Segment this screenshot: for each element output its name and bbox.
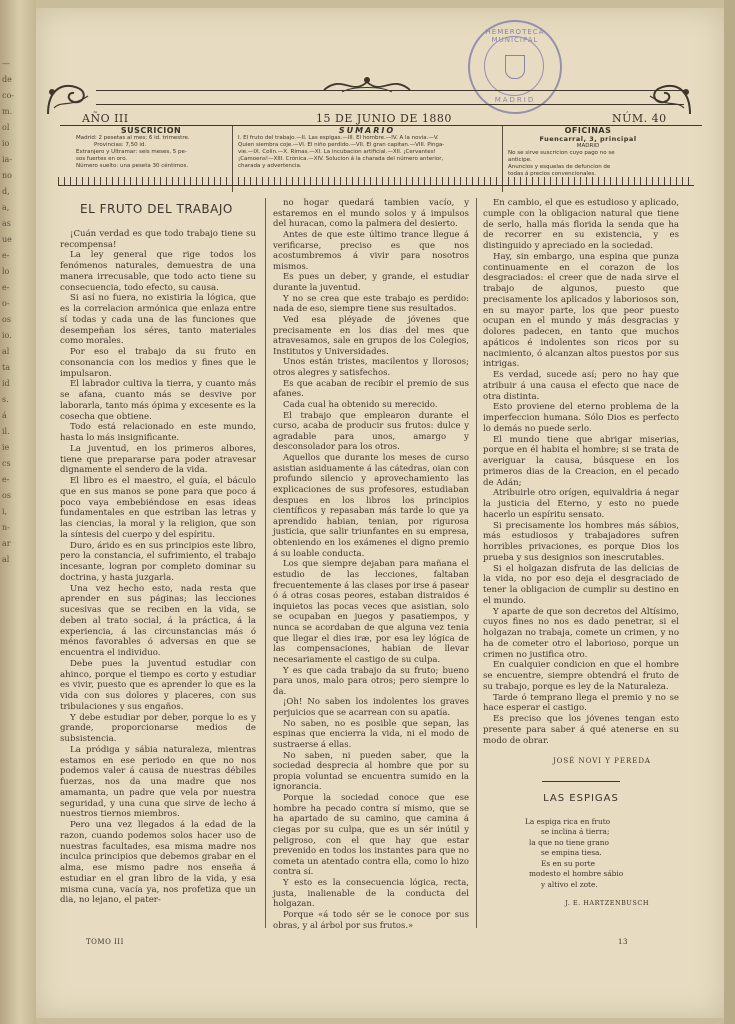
gutter-text-fragment: n-	[2, 523, 10, 532]
gutter-text-fragment: lo	[2, 267, 10, 276]
poem-line: la que no tiene grano	[529, 837, 609, 847]
article-paragraph: Esto proviene del eterno problema de la imperfeccion humana. Sólo Dios es perfecto lo demás no puede serlo.	[483, 402, 679, 434]
footer-volume: TOMO III	[86, 938, 124, 946]
article-paragraph: Por eso el trabajo da su fruto en consonancia con los medios y fines que le impulsaron.	[60, 347, 256, 379]
footer-page-number: 13	[618, 938, 628, 946]
column-3	[483, 198, 679, 909]
article-paragraph: Y debe estudiar por deber, porque lo es y grande, proporcionarse medios de subsistencia.	[60, 712, 256, 744]
issue-year: AÑO III	[82, 112, 129, 125]
issue-number: NÚM. 40	[612, 112, 667, 125]
gutter-text-fragment: ia-	[2, 155, 13, 164]
center-flourish-icon	[322, 72, 412, 98]
poem-title: LAS ESPIGAS	[543, 793, 619, 804]
column-divider	[265, 198, 266, 928]
oficinas-line: anticipe.	[508, 157, 532, 163]
article-paragraph: no hogar quedará tambien vacío, y estaremos en el mundo solos y á impulsos del huracan, como la palmera del desierto.	[273, 198, 469, 230]
column-1	[60, 198, 256, 906]
suscricion-line: Extranjero y Ultramar: seis meses, 5 pe-	[76, 149, 187, 155]
article-paragraph: Y aparte de que son decretos del Altísimo, cuyos fines no nos es dado penetrar, si el holgazan no trabaja, comete un crimen, y no ha de cometer otro el laborioso, porque un crimen no justifica otro.	[483, 606, 679, 660]
page-edge	[724, 0, 735, 1024]
gutter-text-fragment: m.	[2, 107, 13, 116]
article-paragraph: Y no se crea que este trabajo es perdido: nada de eso, siempre tiene sus resultados.	[273, 293, 469, 315]
poem-line: y altivo el zote.	[541, 879, 598, 889]
article-paragraph: No saben, ni pueden saber, que la sociedad desprecia al hombre que por su propia voluntad se encuentra sumido en la ignorancia.	[273, 750, 469, 793]
article-paragraph: ¡Cuán verdad es que todo trabajo tiene su recompensa!	[60, 228, 256, 250]
poem-line: Es en su porte	[541, 858, 595, 868]
article-paragraph: La ley general que rige todos los fenómenos naturales, demuestra de una manera irrecusable, que todo acto tiene su consecuencia, todo efecto, su causa.	[60, 250, 256, 293]
gutter-text-fragment: al	[2, 555, 10, 564]
gutter-text-fragment: e-	[2, 251, 10, 260]
article-paragraph: Duro, árido es en sus principios este libro, pero la constancia, el sufrimiento, el trabajo incesante, logran por completo dominar su doctrina, y hasta juzgarla.	[60, 540, 256, 583]
article-paragraph: El trabajo que emplearon durante el curso, acaba de producir sus frutos: dulce y agradable para unos, amargo y desconsolador para los otros.	[273, 410, 469, 453]
article-paragraph: Cada cual ha obtenido su merecido.	[283, 399, 438, 410]
stamp-text-bottom: MADRID	[494, 96, 536, 104]
poem-line: La espiga rica en fruto	[525, 816, 611, 826]
gutter-text-fragment: e-	[2, 475, 10, 484]
gutter-text-fragment: ie	[2, 443, 10, 452]
article-paragraph: Aquellos que durante los meses de curso asistian asiduamente á las cátedras, oian con profundo silencio y aprovechamiento las explicaciones de sus profesores, estudiaban despues en los libros los principios científicos y repasaban más tarde lo que ya aprendido habian, tenian, por rigurosa justicia, que salir triunfantes en su empresa, obteniendo en los exámenes el digno premio á su loable conducta.	[273, 453, 469, 559]
article-paragraph: La juventud, en los primeros albores, tiene que prepararse para poder atravesar dignamente el sendero de la vida.	[60, 443, 256, 476]
article-paragraph: Unos están tristes, macilentos y llorosos; otros alegres y satisfechos.	[273, 357, 469, 378]
article-paragraph: Y esto es la consecuencia lógica, recta, justa, inalienable de la conducta del holgazan.	[273, 878, 469, 910]
suscricion-line: sos fuertes en oro.	[76, 156, 128, 162]
article-paragraph: No saben, no es posible que sepan, las espinas que encierra la vida, ni el modo de sustraerse á ellas.	[273, 718, 469, 750]
article-paragraph: Y es que cada trabajo da su fruto; bueno para unos, malo para otros; pero siempre lo da.	[273, 665, 469, 697]
gutter-text-fragment: id	[2, 379, 10, 388]
article-paragraph: ¡Oh! No saben los indolentes los graves perjuicios que se acarrean con su apatía.	[273, 697, 469, 718]
gutter-text-fragment: ol	[2, 123, 10, 132]
gutter-text-fragment: d,	[2, 187, 10, 196]
oficinas-title: OFICINAS	[564, 126, 612, 135]
library-stamp	[468, 20, 562, 114]
gutter-text-fragment: a,	[2, 203, 10, 212]
column-divider	[476, 198, 477, 928]
gutter-text-fragment: no	[2, 171, 12, 180]
gutter-text-fragment: ar	[2, 539, 11, 548]
suscricion-line: Provincias: 7,50 id.	[94, 142, 147, 148]
article-paragraph: En cambio, el que es estudioso y aplicado, cumple con la obligacion natural que tiene de serlo, halla más florida la senda que ha de recorrer en su existencia, y es distinguido y apreciado en la sociedad.	[483, 198, 679, 251]
masthead-top-rule	[96, 90, 684, 91]
gutter-text-fragment: al	[2, 347, 10, 356]
sumario-line: Quien siembra coje.—VI. El niño perdido.—VII. El gran capitan.—VIII. Pinga-	[238, 142, 445, 148]
article-paragraph: Porque «á todo sér se le conoce por sus obras, y al árbol por sus frutos.»	[273, 909, 469, 931]
gutter-text-fragment: ue	[2, 235, 12, 244]
sumario-line: I. El fruto del trabajo.—II. Las espigas.—III. El hombre.—IV. A la novia.—V.	[238, 135, 439, 141]
poem-line: se empina tiesa.	[541, 848, 602, 858]
oficinas-address: Fuencarral, 3, principal	[539, 135, 637, 143]
article-paragraph: Una vez hecho esto, nada resta que aprender en sus páginas; las lecciones sucesivas que se reciben en la vida, se deben al trato social, á la práctica, á la experiencia, á las circunstancias más ó ménos favorables ó adversas en que se encuentra el individuo.	[60, 583, 256, 658]
suscricion-line: Madrid: 2 pesetas al mes; 6 id. trimestre.	[76, 135, 190, 141]
gutter-text-fragment: s.	[2, 395, 9, 404]
oficinas-line: No se sirve suscricion cuyo pago no se	[508, 150, 615, 156]
issue-date: 15 DE JUNIO DE 1880	[316, 112, 452, 125]
article-paragraph: El labrador cultiva la tierra, y cuanto más se afana, cuanto más se desvive por laborarla, tanto más ópima y excesente es la cosecha que obtiene.	[60, 379, 256, 422]
gutter-text-fragment: os	[2, 315, 11, 324]
article-paragraph: Antes de que este último trance llegue á verificarse, preciso es que nos acostumbremos á vivir para nosotros mismos.	[273, 229, 469, 272]
article-title: EL FRUTO DEL TRABAJO	[80, 202, 233, 216]
gutter-text-fragment: os	[2, 491, 11, 500]
article-author: JOSÉ NOVI Y PEREDA	[552, 757, 651, 766]
gutter-text-fragment: e-	[2, 283, 10, 292]
article-paragraph: Debe pues la juventud estudiar con ahinco, porque el tiempo es corto y estudiar es vivir, puesto que es aprender lo que es la vida con sus dolores y placeres, con sus tribulaciones y sus engaños.	[60, 658, 256, 712]
article-paragraph: Es preciso que los jóvenes tengan esto presente para saber á qué atenerse en su modo de obrar.	[483, 714, 679, 746]
suscricion-line: Número suelto: una peseta 30 céntimos.	[76, 163, 189, 169]
masthead-rule	[96, 104, 684, 105]
masthead-border-pattern	[58, 177, 694, 186]
gutter-text-fragment: co-	[2, 91, 14, 100]
gutter-text-fragment: ta	[2, 363, 10, 372]
article-paragraph: El libro es el maestro, el guía, el báculo que en sus manos se pone para que poco á poco vaya embebiéndose en esas ideas fundamentales en que estriban las letras y las ciencias, la moral y la religion, que son la síntesis del cuerpo y del espíritu.	[60, 476, 256, 540]
article-paragraph: Si precisamente los hombres más sábios, más estudiosos y trabajadores sufren horribles privaciones, es porque Dios los prueba y sus designios son inescrutables.	[483, 520, 679, 563]
oficinas-line: todas á precios convencionales.	[508, 171, 596, 177]
adjacent-page-gutter	[0, 0, 36, 1024]
gutter-text-fragment: de	[2, 75, 12, 84]
article-paragraph: Tarde ó temprano llega el premio y no se hace esperar el castigo.	[483, 692, 679, 714]
article-paragraph: Es pues un deber, y grande, el estudiar durante la juventud.	[273, 272, 469, 293]
gutter-text-fragment: o-	[2, 299, 10, 308]
gutter-text-fragment: as	[2, 219, 11, 228]
article-paragraph: Si así no fuera, no existiria la lógica, que es la correlacion armónica que enlaza entre sí todas y cada una de las funciones que desempeñan los séres, tanto materiales como morales.	[60, 293, 256, 347]
sumario-title: SUMARIO	[338, 126, 396, 135]
poem-author: J. E. HARTZENBUSCH	[565, 899, 649, 908]
poem-line: modesto el hombre sábio	[529, 869, 624, 879]
gutter-text-fragment: io.	[2, 331, 12, 340]
article-paragraph: Si el holgazan disfruta de las delicias de la vida, no por eso deja el desgraciado de tener la obligacion de cumplir su destino en el mundo.	[483, 563, 679, 606]
suscricion-title: SUSCRICION	[120, 126, 182, 135]
article-paragraph: La pródiga y sábia naturaleza, mientras estamos en ese periodo en que no nos podemos valer á causa de nuestras débiles fuerzas, nos da una madre que nos amamanta, un padre que vela por nuestra seguridad, y una cuna que sirve de lecho á nuestros tiernos miembros.	[60, 744, 256, 820]
article-paragraph: Es que acaban de recibir el premio de sus afanes.	[273, 378, 469, 400]
gutter-text-fragment: io	[2, 139, 10, 148]
poem-line: se inclina á tierra;	[541, 827, 610, 837]
article-paragraph: Atribuirle otro orígen, equivaldria á negar la justicia del Eterno, y esto no puede hacerlo un espíritu sensato.	[483, 488, 679, 520]
gutter-text-fragment: il.	[2, 427, 10, 436]
article-paragraph: Ved esa pléyade de jóvenes que precisamente en los dias del mes que atravesamos, sale en grupos de los Colegios, Institutos y Universidades.	[273, 314, 469, 357]
article-paragraph: El mundo tiene que abrigar miserias, porque en él habita el hombre; si se trata de averiguar la causa, búsquese en los primeros dias de la Creacion, en el pecado de Adán;	[483, 434, 679, 488]
stamp-crest-icon	[505, 55, 525, 79]
column-2	[273, 198, 469, 931]
sumario-line: charada y advertencia.	[238, 163, 302, 169]
oficinas-city: MADRID	[576, 143, 600, 149]
gutter-text-fragment: i,	[2, 507, 8, 516]
sumario-line: ¡Camoens!—XIII. Crónica.—XIV. Solucion á la charada del número anterior,	[238, 156, 444, 162]
article-paragraph: Hay, sin embargo, una espina que punza continuamente en el corazon de los desgraciados: el creer que de nada sirve el trabajo de algunos, puesto que precisamente los aplicados y laboriosos son, en su mayor parte, los que peor puesto ocupan en el mundo y más desgracias y dolores padecen, en tanto que muchos apáticos é indolentes son ricos por su nacimiento, ó alcanzan altos puestos por sus intrigas.	[483, 251, 679, 370]
oficinas-line: Anuncios y esquelas de defuncion de	[508, 164, 611, 170]
section-separator	[542, 781, 620, 782]
article-paragraph: Los que siempre dejaban para mañana el estudio de las lecciones, faltaban frecuentemente á las clases por irse á pasear ó á otras cosas peores, estaban distraidos é inquietos las pocas veces que asistian, solo se ocupaban en juegos y pasatiempos, y nunca se acordaban de que alguna vez tenia que llegar el dies iræ, por esa ley lógica de las compensaciones, habian de llevar necesariamente el castigo de su culpa.	[273, 559, 469, 665]
article-paragraph: Pero una vez llegados á la edad de la razon, cuando podemos solos hacer uso de nuestras facultades, esa misma madre nos inculca principios que debemos grabar en el alma, ese mismo padre nos enseña á estudiar en el gran libro de la vida, y esa misma cuna, vacía ya, nos profetiza que un dia, no lejano, el pater-	[60, 820, 256, 906]
sumario-line: vie.—IX. Colin.—X. Rimas.—XI. La incubacion artificial.—XII. ¡Cervantes!	[238, 149, 436, 155]
gutter-text-fragment: —	[2, 59, 10, 68]
gutter-text-fragment: cs	[2, 459, 11, 468]
article-paragraph: En cualquier condicion en que el hombre se encuentre, siempre obtendrá el fruto de su trabajo, porque es ley de la Naturaleza.	[483, 660, 679, 692]
article-paragraph: Todo está relacionado en este mundo, hasta lo más insignificante.	[60, 422, 256, 443]
article-paragraph: Es verdad, sucede así; pero no hay que atribuir á una causa el efecto que nace de otra distinta.	[483, 370, 679, 402]
stamp-text-top: HEMEROTECA MUNICIPAL	[485, 28, 545, 44]
gutter-text-fragment: á	[2, 411, 7, 420]
article-paragraph: Porque la sociedad conoce que ese hombre ha pecado contra sí mismo, que se ha apartado de su camino, que camina á ciegas por su culpa, que es un sér inútil y peligroso, con el que hay que estar prevenido en todos los instantes para que no cometa un atentado contra ella, como lo hizo contra sí.	[273, 793, 469, 878]
